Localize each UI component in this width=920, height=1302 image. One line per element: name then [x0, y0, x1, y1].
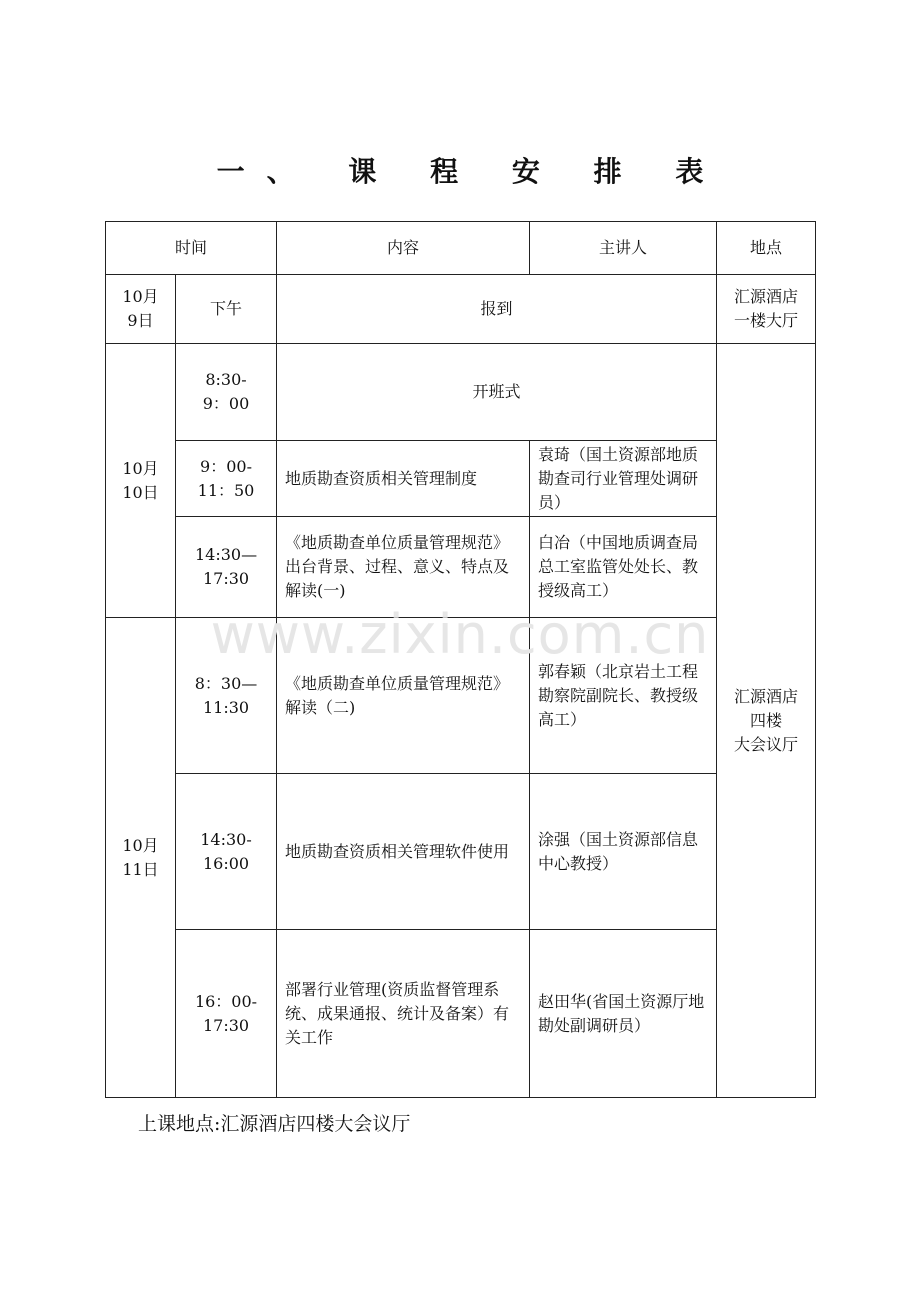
page-title: 一、 课 程 安 排 表 [216, 155, 726, 188]
footer-note: 上课地点:汇源酒店四楼大会议厅 [138, 1113, 411, 1135]
speaker-cell: 白冶（中国地质调查局总工室监管处处长、教授级高工） [530, 517, 717, 618]
speaker-cell: 赵田华(省国土资源厅地勘处副调研员） [530, 930, 717, 1098]
content-cell: 《地质勘查单位质量管理规范》解读（二) [277, 618, 530, 774]
date-cell: 10月 9日 [106, 275, 176, 344]
content-cell: 地质勘查资质相关管理软件使用 [277, 774, 530, 930]
speaker-cell: 袁琦（国土资源部地质勘查司行业管理处调研员） [530, 441, 717, 517]
table-row [106, 930, 816, 1098]
time-cell: 8:30- 9：00 [176, 344, 277, 441]
header-location: 地点 [717, 222, 816, 275]
speaker-cell: 涂强（国土资源部信息中心教授） [530, 774, 717, 930]
time-cell: 16：00- 17:30 [176, 930, 277, 1098]
header-content: 内容 [277, 222, 530, 275]
table-row [106, 618, 816, 774]
schedule-table [105, 221, 816, 1098]
table-row [106, 774, 816, 930]
table-header-row [106, 222, 816, 275]
content-cell: 地质勘查资质相关管理制度 [277, 441, 530, 517]
date-cell: 10月 10日 [106, 344, 176, 618]
table-row [106, 275, 816, 344]
time-cell: 14:30- 16:00 [176, 774, 277, 930]
header-speaker: 主讲人 [530, 222, 717, 275]
content-cell: 部署行业管理(资质监督管理系统、成果通报、统计及备案）有关工作 [277, 930, 530, 1098]
speaker-cell: 郭春颖（北京岩土工程勘察院副院长、教授级高工） [530, 618, 717, 774]
location-cell: 汇源酒店 四楼 大会议厅 [717, 344, 816, 1098]
table-row [106, 517, 816, 618]
location-cell: 汇源酒店 一楼大厅 [717, 275, 816, 344]
time-cell: 14:30— 17:30 [176, 517, 277, 618]
date-cell: 10月 11日 [106, 618, 176, 1098]
content-cell: 报到 [277, 275, 717, 344]
table-row [106, 344, 816, 441]
watermark: www.zixin.com.cn [210, 603, 710, 666]
table-row [106, 441, 816, 517]
time-cell: 下午 [176, 275, 277, 344]
time-cell: 9：00- 11：50 [176, 441, 277, 517]
header-time: 时间 [106, 222, 277, 275]
content-cell: 《地质勘查单位质量管理规范》出台背景、过程、意义、特点及解读(一) [277, 517, 530, 618]
time-cell: 8：30— 11:30 [176, 618, 277, 774]
content-cell: 开班式 [277, 344, 717, 441]
